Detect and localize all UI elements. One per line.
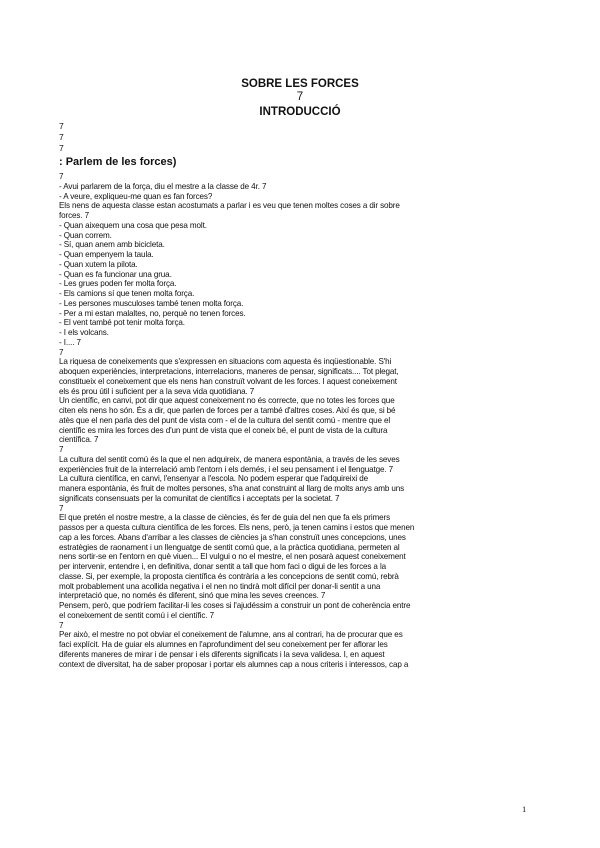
body-line: - Quan correm. [59,230,112,240]
section-title: INTRODUCCIÓ [259,106,341,118]
body-line: 7 [59,620,64,630]
body-line: 7 [59,347,64,357]
body-line: 7 [59,445,64,454]
body-line: - A veure, expliqueu-me quan es fan forces? [59,191,213,201]
body-line: La riquesa de coneixements que s'expressen en situacions com aquesta és inqüestionable. S'hi [59,357,392,367]
title-number: 7 [296,91,304,103]
body-line: atès que el nen parla des del punt de vista com - el de la cultura del sentit comú - mentre que el [59,415,391,425]
body-line: Els nens de aquesta classe estan acostumats a parlar i es veu que tenen moltes coses a dir sobre [59,201,400,211]
body-line: faci explícit. Ha de guiar els alumnes en l'aprofundiment del seu coneixement per fer aflorar les [59,640,388,649]
body-line: context de diversitat, ha de saber proposar i portar els alumnes cap a nous criteris i interessos, cap a [59,659,409,669]
page-number: 1 [522,804,527,814]
body-line: - Sí, quan anem amb bicicleta. [59,240,165,250]
body-line: 7 [59,503,64,513]
body-line: - I.... 7 [59,337,81,347]
separator-mark: 7 [59,143,64,153]
body-line: - Avui parlarem de la força, diu el mestre a la classe de 4r. 7 [59,181,267,191]
body-line: classe. Si, per exemple, la proposta científica és contrària a les concepcions de sentit comú, rebrà [59,571,399,581]
body-line: La cultura científica, en canvi, l'ensenyar a l'escola. No podem esperar que l'adquireixi de [59,474,368,484]
document-body [59,172,543,669]
body-line: - Quan xutem la pilota. [59,259,138,269]
body-line: estratègies de raonament i un llenguatge de sentit comú que, a la pràctica quotidiana, permeten al [59,542,400,552]
body-line: - Les persones musculoses també tenen molta força. [59,298,244,308]
body-line: per intervenir, entendre i, en definitiva, donar sentit a tall que hom faci o digui de les forces a la [59,562,386,571]
body-line: La cultura del sentit comú és la que el nen adquireix, de manera espontània, a través de les seves [59,454,400,464]
body-line: Un científic, en canvi, pot dir que aquest coneixement no és correcte, que no totes les forces que [59,396,395,406]
body-line: - Els camions sí que tenen molta força. [59,289,195,298]
body-line: Pensem, però, que podríem facilitar-li les coses si l'ajudéssim a construir un pont de coherència entre [59,601,411,610]
body-line: interpretació que, no només és diferent, sinó que mina les seves creences. 7 [59,591,326,601]
body-line: passos per a questa cultura científica de les forces. Els nens, però, ja tenen camins i estos que menen [59,523,415,532]
body-line: - Quan es fa funcionar una grua. [59,269,172,279]
body-line: els és prou útil i suficient per a la seva vida quotidiana. 7 [59,386,255,396]
body-line: - Quan empenyem la taula. [59,250,154,259]
body-line: aboquen experiències, interpretacions, interrelacions, maneres de pensar, significats.... Tot plegat, [59,367,399,376]
body-line: diferents maneres de mirar i de pensar i els diferents significats i la seva validesa. I, en aquest [59,649,385,659]
body-line: molt probablement una acollida negativa i el nen no tindrà molt difícil per donar-li sentit a una [59,581,381,591]
body-line: 7 [59,172,64,181]
body-line: - Les grues poden fer molta força. [59,279,177,289]
body-line: el coneixement de sentit comú i el científic. 7 [59,610,214,620]
body-line: manera espontània, és fruit de moltes persones, s'ha anat construint al llarg de molts anys amb uns [59,484,405,493]
body-line: significats consensuats per la comunitat de científics i acceptats per la societat. 7 [59,493,340,503]
body-line: constitueix el coneixement que els nens han construït volvant de les forces. I aquest coneixement [59,376,397,386]
body-line: científic es mira les forces des d'un punt de vista que el coneix bé, el punt de vista de la cultura [59,425,388,435]
body-line: nens sortir-se en l'entorn en què viuen... El vulgui o no el mestre, el nen posarà aquest coneixement [59,552,406,562]
separator-mark: 7 [59,121,64,131]
section-heading: : Parlem de les forces) [59,156,177,168]
body-line: cap a les forces. Abans d'arribar a les classes de ciències ja s'han construït unes concepcions, unes [59,532,406,542]
body-line: experiències fruit de la interrelació amb l'entorn i els demés, i el seu pensament i el llenguatge. 7 [59,464,394,474]
document-title: SOBRE LES FORCES [241,78,359,90]
body-line: científica. 7 [59,435,99,445]
body-line: Per això, el mestre no pot obviar el coneixement de l'alumne, ans al contrari, ha de procurar que es [59,630,403,640]
body-line: - El vent també pot tenir molta força. [59,318,185,328]
body-line: El que pretén el nostre mestre, a la classe de ciències, és fer de guia del nen que fa els primers [59,513,391,523]
body-line: forces. 7 [59,211,89,220]
body-line: citen els nens ho són. És a dir, que parlen de forces per a també d'altres coses. Així és que, si bé [59,406,396,415]
separator-mark: 7 [59,132,64,142]
body-line: - Per a mi estan malaltes, no, perquè no tenen forces. [59,308,246,318]
body-line: - I els volcans. [59,328,109,337]
body-line: - Quan aixequem una cosa que pesa molt. [59,220,207,230]
